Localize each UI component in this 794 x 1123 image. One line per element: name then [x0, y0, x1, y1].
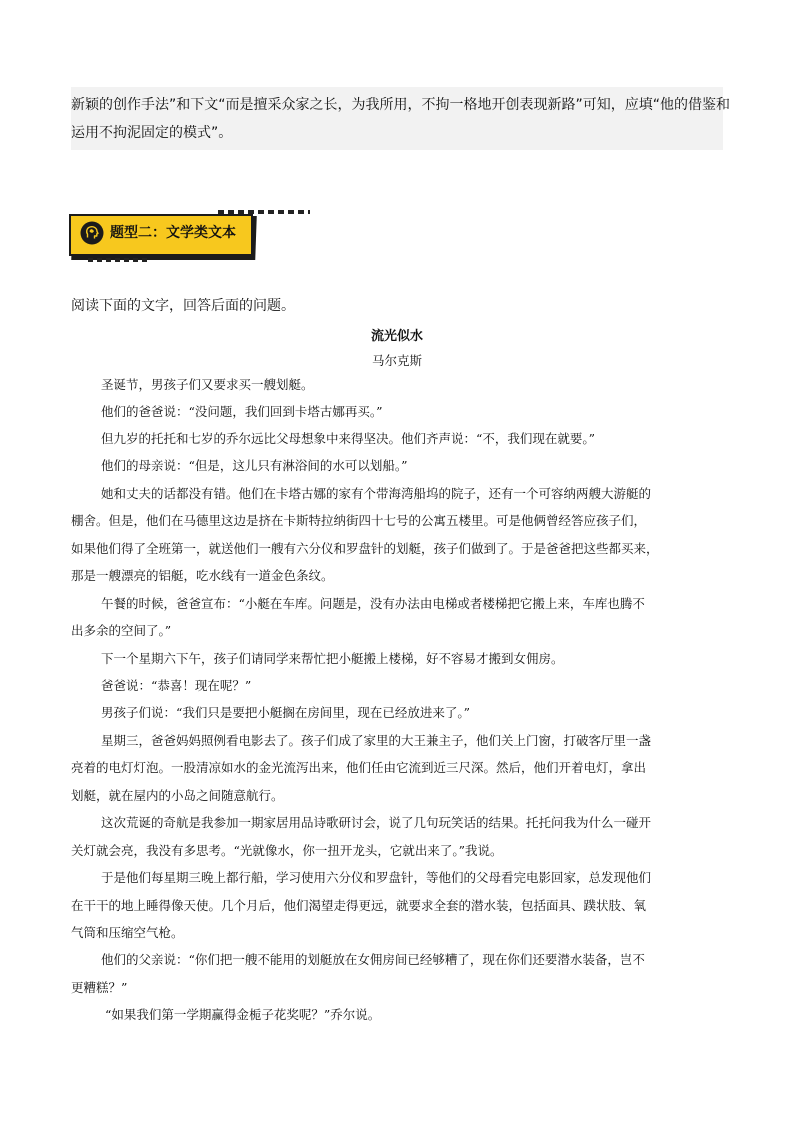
article-line: 那是一艘漂亮的铝艇，吃水线有一道金色条纹。: [71, 568, 334, 583]
article-line: 他们的父亲说：“你们把一艘不能用的划艇放在女佣房间已经够糟了，现在你们还要潜水装备，岂不: [101, 952, 645, 967]
article-line: “如果我们第一学期赢得金栀子花奖呢？”乔尔说。: [105, 1007, 381, 1022]
article-line: 圣诞节，男孩子们又要求买一艘划艇。: [101, 377, 314, 392]
article-line: 这次荒诞的奇航是我参加一期家居用品诗歌研讨会，说了几句玩笑话的结果。托托问我为什么一碰开: [101, 815, 652, 830]
article-line: 但九岁的托托和七岁的乔尔远比父母想象中来得坚决。他们齐声说：“不，我们现在就要。”: [101, 431, 596, 446]
reading-instruction: 阅读下面的文字，回答后面的问题。: [71, 298, 295, 314]
article-line: 棚舍。但是，他们在马德里这边是挤在卡斯特拉纳街四十七号的公寓五楼里。可是他俩曾经答应孩子们，: [71, 513, 647, 528]
article-line: 她和丈夫的话都没有错。他们在卡塔古娜的家有个带海湾船坞的院子，还有一个可容纳两艘大游艇的: [101, 486, 652, 501]
answer-explanation-box: [71, 87, 731, 150]
article-title: 流光似水: [370, 329, 423, 344]
article-line: 他们的母亲说：“但是，这儿只有淋浴间的水可以划船。”: [101, 458, 408, 473]
article-line: 他们的爸爸说：“没问题，我们回到卡塔古娜再买。”: [101, 404, 383, 419]
banner-dash-bottom: [88, 258, 148, 262]
article-line: 划艇，就在屋内的小岛之间随意航行。: [71, 788, 284, 803]
article-line: 在干干的地上睡得像天使。几个月后，他们渴望走得更远，就要求全套的潜水装，包括面具、蹼状肢、氧: [71, 898, 647, 913]
article-line: 亮着的电灯灯泡。一股清凉如水的金光流泻出来，他们任由它流到近三尺深。然后，他们开着电灯，拿出: [71, 760, 647, 775]
answer-line-1: 新颖的创作手法”和下文“而是擅采众家之长，为我所用，不拘一格地开创表现新路”可知，应填“他的借鉴和: [71, 97, 731, 113]
article-line: 星期三，爸爸妈妈照例看电影去了。孩子们成了家里的大王兼主子，他们关上门窗，打破客厅里一盏: [101, 733, 652, 748]
article-line: 气筒和压缩空气枪。: [71, 925, 184, 940]
article-line: 爸爸说：“恭喜！现在呢？”: [101, 678, 252, 693]
section-banner: [68, 210, 258, 262]
article-line: 于是他们每星期三晚上都行船，学习使用六分仪和罗盘针，等他们的父母看完电影回家，总发现他们: [101, 870, 652, 885]
article-author: 马尔克斯: [371, 353, 422, 368]
article-line: 更糟糕？”: [71, 980, 128, 995]
answer-line-2: 运用不拘泥固定的模式”。: [71, 125, 233, 141]
article-line: 午餐的时候，爸爸宣布：“小艇在车库。问题是，没有办法由电梯或者楼梯把它搬上来，车库也腾不: [101, 596, 645, 611]
article-line: 关灯就会亮，我没有多思考。“光就像水，你一扭开龙头，它就出来了。”我说。: [71, 843, 503, 858]
article-line: 如果他们得了全班第一，就送他们一艘有六分仪和罗盘针的划艇，孩子们做到了。于是爸爸把这些都买来，: [71, 541, 659, 556]
section-title: 题型二：文学类文本: [110, 225, 236, 241]
article-line: 男孩子们说：“我们只是要把小艇搁在房间里，现在已经放进来了。”: [101, 705, 471, 720]
head-brain-icon: [80, 221, 104, 245]
article-line: 出多余的空间了。”: [71, 623, 172, 638]
article-line: 下一个星期六下午，孩子们请同学来帮忙把小艇搬上楼梯，好不容易才搬到女佣房。: [101, 651, 564, 666]
